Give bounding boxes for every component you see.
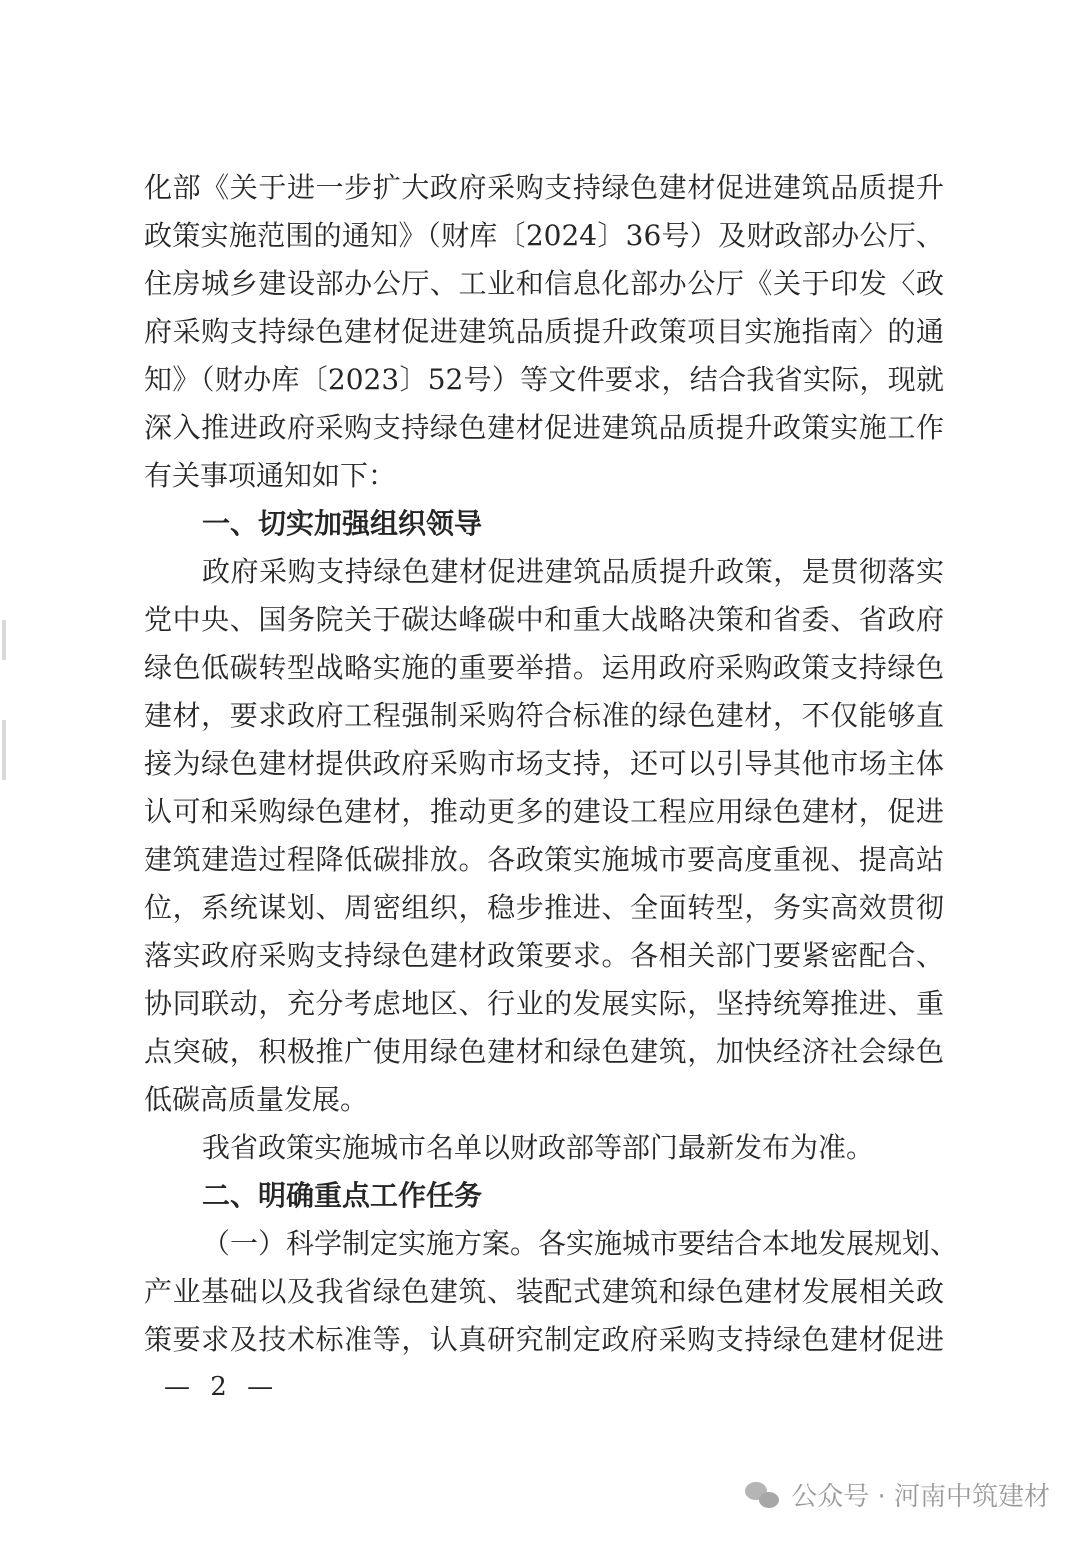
scan-edge-mark <box>2 620 6 660</box>
text-line: 绿色低碳转型战略实施的重要举措。运用政府采购政策支持绿色 <box>144 651 944 684</box>
text-line: 策要求及技术标准等，认真研究制定政府采购支持绿色建材促进 <box>144 1323 944 1356</box>
watermark <box>745 1476 1050 1513</box>
text-line: 接为绿色建材提供政府采购市场支持，还可以引导其他市场主体 <box>144 747 944 780</box>
text-line: （一）科学制定实施方案。各实施城市要结合本地发展规划、 <box>202 1227 959 1260</box>
text-line: 党中央、国务院关于碳达峰碳中和重大战略决策和省委、省政府 <box>144 603 944 636</box>
text-line: 住房城乡建设部办公厅、工业和信息化部办公厅《关于印发〈政 <box>144 267 944 300</box>
body-text <box>144 164 959 1364</box>
text-line: 产业基础以及我省绿色建筑、装配式建筑和绿色建材发展相关政 <box>144 1275 944 1308</box>
section-heading: 二、明确重点工作任务 <box>202 1179 483 1212</box>
text-line: 建筑建造过程降低碳排放。各政策实施城市要高度重视、提高站 <box>144 843 944 876</box>
text-line: 落实政府采购支持绿色建材政策要求。各相关部门要紧密配合、 <box>144 939 944 972</box>
text-line: 知》（财办库〔2023〕52号）等文件要求，结合我省实际，现就 <box>144 363 944 396</box>
text-line: 府采购支持绿色建材促进建筑品质提升政策项目实施指南〉的通 <box>144 315 944 348</box>
text-line: 我省政策实施城市名单以财政部等部门最新发布为准。 <box>202 1131 875 1164</box>
text-line: 位，系统谋划、周密组织，稳步推进、全面转型，务实高效贯彻 <box>144 891 944 924</box>
text-line: 化部《关于进一步扩大政府采购支持绿色建材促进建筑品质提升 <box>144 171 944 204</box>
text-line: 协同联动，充分考虑地区、行业的发展实际，坚持统筹推进、重 <box>144 987 944 1020</box>
text-line: 认可和采购绿色建材，推动更多的建设工程应用绿色建材，促进 <box>144 795 944 828</box>
watermark-text: 公众号 · 河南中筑建材 <box>791 1482 1050 1512</box>
text-line: 低碳高质量发展。 <box>144 1083 369 1116</box>
wechat-icon <box>745 1480 781 1510</box>
text-line: 建材，要求政府工程强制采购符合标准的绿色建材，不仅能够直 <box>144 699 944 732</box>
text-line: 政策实施范围的通知》（财库〔2024〕36号）及财政部办公厅、 <box>144 219 944 252</box>
text-line: 有关事项通知如下： <box>144 459 397 492</box>
text-line: 深入推进政府采购支持绿色建材促进建筑品质提升政策实施工作 <box>144 411 944 444</box>
text-line: 政府采购支持绿色建材促进建筑品质提升政策，是贯彻落实 <box>202 555 944 588</box>
scan-edge-mark <box>2 720 6 780</box>
section-heading: 一、切实加强组织领导 <box>202 507 483 540</box>
text-line: 点突破，积极推广使用绿色建材和绿色建筑，加快经济社会绿色 <box>144 1035 944 1068</box>
page-number: — 2 — <box>164 1372 280 1402</box>
